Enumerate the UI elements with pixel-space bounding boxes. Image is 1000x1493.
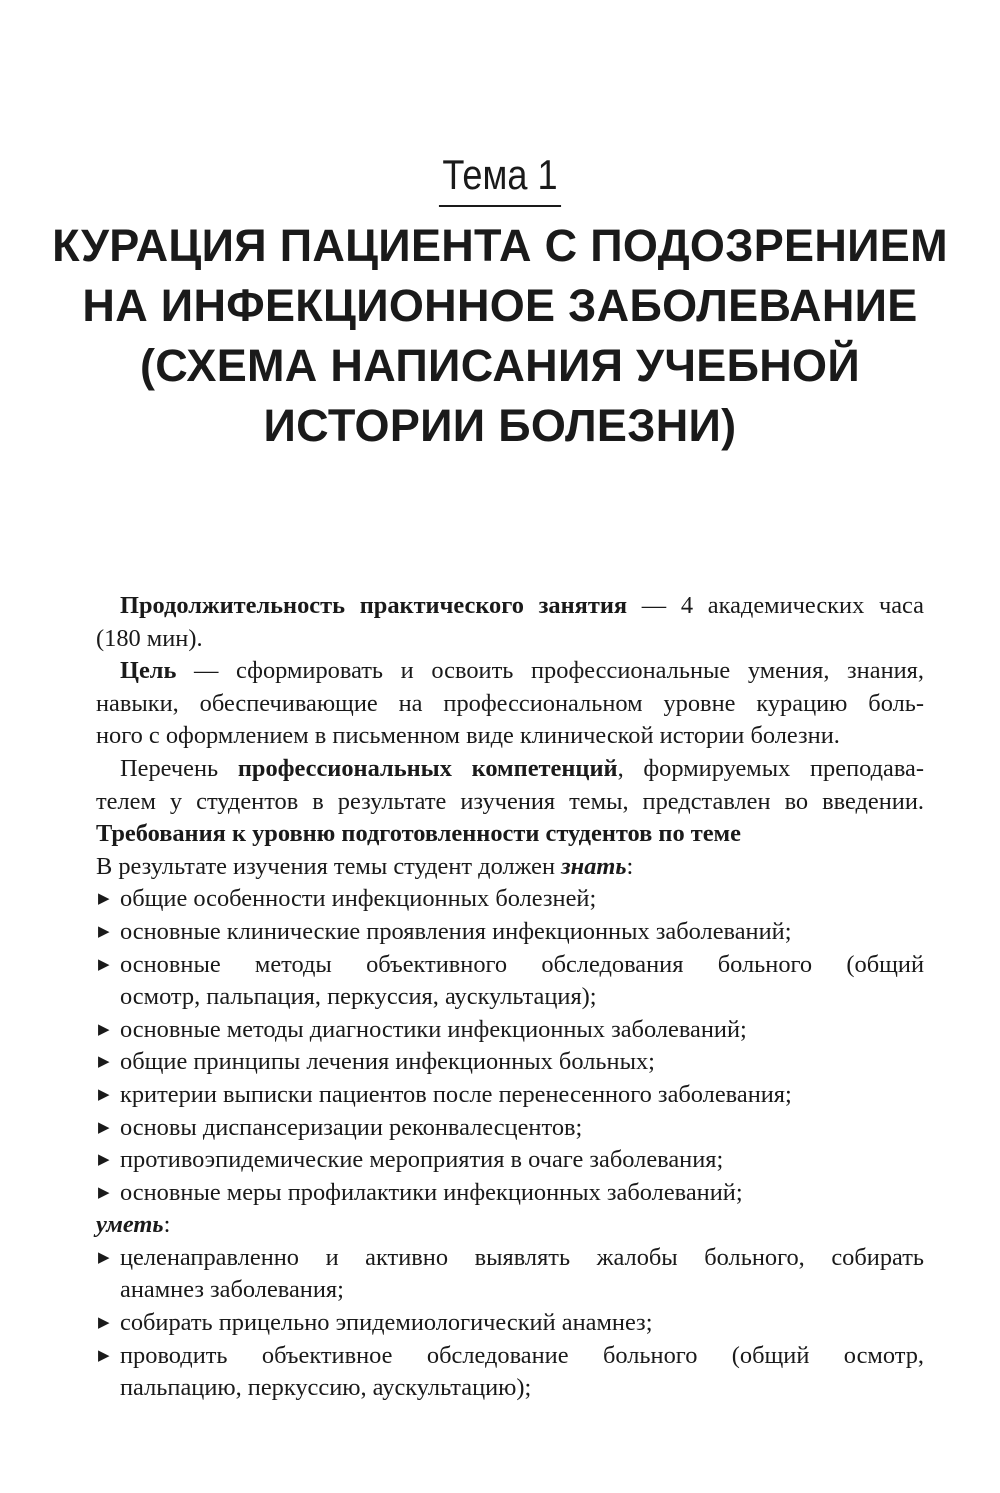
competencies-line	[96, 753, 924, 786]
list-item	[96, 1144, 924, 1177]
can-list	[96, 1242, 924, 1405]
triangle-bullet-icon: ▶	[98, 1347, 110, 1364]
list-item-text: общие особенности инфекционных болезней;	[120, 885, 597, 913]
list-item-text: собирать прицельно эпидемиологический анамнез;	[120, 1309, 653, 1337]
list-item-text: основные меры профилактики инфекционных заболеваний;	[120, 1178, 743, 1206]
know-intro-colon: :	[626, 852, 634, 880]
list-item	[96, 916, 924, 949]
triangle-bullet-icon: ▶	[98, 1184, 110, 1201]
list-item-text: критерии выписки пациентов после перенесенного заболевания;	[120, 1080, 792, 1108]
list-item	[96, 883, 924, 916]
chapter-title-line: НА ИНФЕКЦИОННОЕ ЗАБОЛЕВАНИЕ	[82, 280, 918, 331]
duration-line	[96, 590, 924, 623]
goal-label: Цель	[120, 657, 177, 685]
know-list	[96, 883, 924, 1209]
duration-paragraph	[96, 590, 924, 655]
list-item-text: основные методы объективного обследования больного (общий	[120, 950, 924, 978]
list-item	[96, 1242, 924, 1307]
list-item	[96, 1046, 924, 1079]
competencies-line: телем у студентов в результате изучения темы, представлен во введении.	[96, 787, 924, 815]
competencies-rest: , формируемых преподава-	[617, 754, 924, 782]
competencies-prefix: Перечень	[120, 754, 238, 782]
goal-text: — сформировать и освоить профессиональные умения, знания,	[176, 657, 924, 685]
chapter-title-line: ИСТОРИИ БОЛЕЗНИ)	[263, 400, 737, 451]
know-keyword: знать	[561, 852, 627, 880]
triangle-bullet-icon: ▶	[98, 956, 110, 973]
list-item-text: проводить объективное обследование больного (общий осмотр,	[120, 1341, 924, 1369]
can-intro	[96, 1209, 924, 1242]
duration-minutes: (180 мин).	[96, 624, 203, 652]
triangle-bullet-icon: ▶	[98, 1021, 110, 1038]
triangle-bullet-icon: ▶	[98, 1054, 110, 1071]
chapter-title-line: КУРАЦИЯ ПАЦИЕНТА С ПОДОЗРЕНИЕМ	[52, 220, 948, 271]
list-item	[96, 1079, 924, 1112]
can-keyword: уметь	[96, 1211, 164, 1239]
can-intro-colon: :	[163, 1211, 171, 1239]
topic-header	[0, 148, 1000, 207]
triangle-bullet-icon: ▶	[98, 1152, 110, 1169]
competencies-term: профессиональных компетенций	[237, 754, 618, 782]
duration-value: — 4 академических часа	[627, 592, 925, 619]
duration-label: Продолжительность практического занятия	[120, 592, 628, 619]
list-item-text: основные методы диагностики инфекционных заболеваний;	[120, 1015, 747, 1043]
triangle-bullet-icon: ▶	[98, 1119, 110, 1136]
can-intro-row	[96, 1209, 924, 1242]
triangle-bullet-icon: ▶	[98, 923, 110, 940]
chapter-title-line: (СХЕМА НАПИСАНИЯ УЧЕБНОЙ	[140, 340, 860, 391]
list-item-text: осмотр, пальпация, перкуссия, аускультация);	[120, 983, 597, 1011]
list-item	[96, 1340, 924, 1405]
list-item-text: пальпацию, перкуссию, аускультацию);	[120, 1374, 532, 1402]
know-intro	[96, 851, 924, 884]
requirements-heading: Требования к уровню подготовленности студентов по теме	[96, 820, 741, 848]
topic-label: Тема 1	[439, 148, 561, 207]
list-item-text: анамнез заболевания;	[120, 1276, 344, 1304]
know-intro-row	[96, 851, 924, 884]
body-text	[96, 590, 924, 1405]
list-item	[96, 1014, 924, 1047]
triangle-bullet-icon: ▶	[98, 1249, 110, 1266]
list-item-text: основные клинические проявления инфекционных заболеваний;	[120, 917, 792, 945]
list-item-text: общие принципы лечения инфекционных больных;	[120, 1048, 655, 1076]
goal-line: ного с оформлением в письменном виде клинической истории болезни.	[96, 722, 840, 750]
goal-paragraph	[96, 655, 924, 753]
chapter-title	[40, 216, 960, 456]
goal-line	[96, 655, 924, 688]
competencies-paragraph	[96, 753, 924, 818]
triangle-bullet-icon: ▶	[98, 1086, 110, 1103]
triangle-bullet-icon: ▶	[98, 891, 110, 908]
know-intro-text: В результате изучения темы студент должен	[96, 852, 562, 880]
triangle-bullet-icon: ▶	[98, 1315, 110, 1332]
goal-line: навыки, обеспечивающие на профессиональном уровне курацию боль-	[96, 689, 924, 717]
list-item-text: противоэпидемические мероприятия в очаге заболевания;	[120, 1146, 724, 1174]
list-item	[96, 1177, 924, 1210]
list-item	[96, 1112, 924, 1145]
list-item-text: целенаправленно и активно выявлять жалобы больного, собирать	[120, 1243, 924, 1271]
list-item	[96, 1307, 924, 1340]
list-item	[96, 949, 924, 1014]
list-item-text: основы диспансеризации реконвалесцентов;	[120, 1113, 583, 1141]
requirements-heading-row	[96, 818, 924, 851]
